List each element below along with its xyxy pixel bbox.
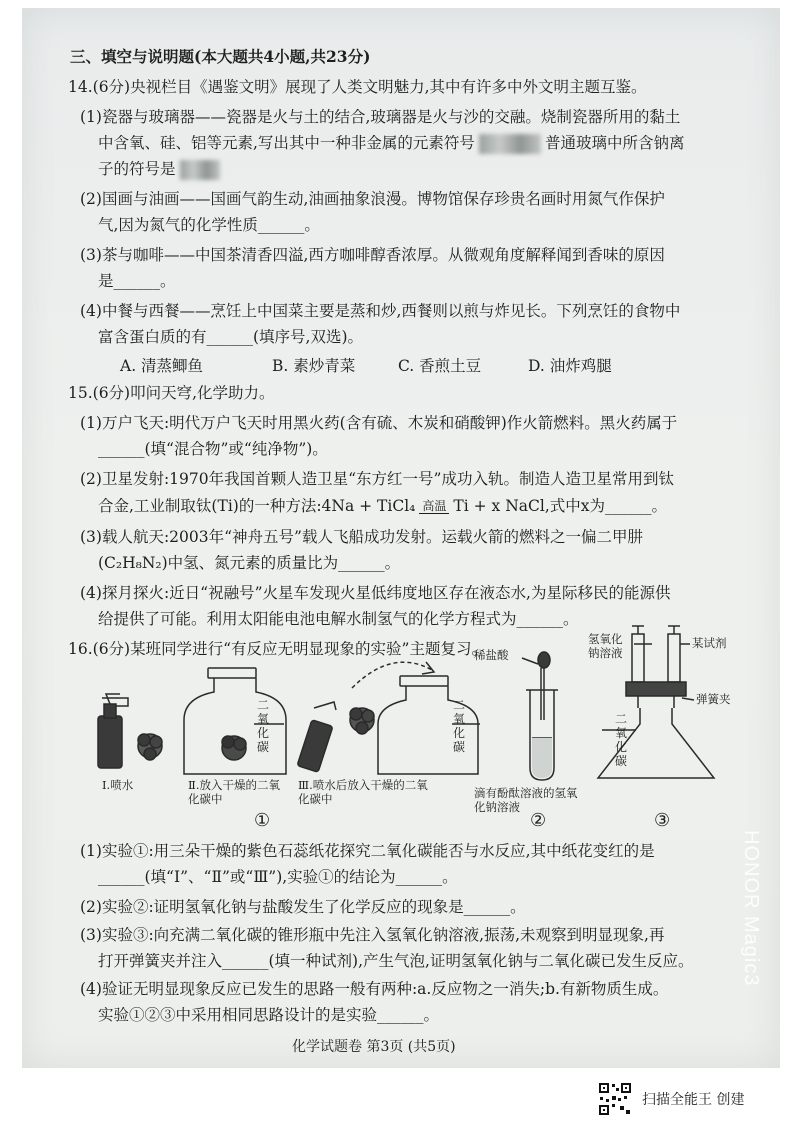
camera-watermark: HONOR Magic3: [740, 830, 762, 987]
qr-code-icon: [598, 1082, 632, 1116]
exam-page: [22, 8, 780, 1068]
q16-part3-line1: (3)实验③:向充满二氧化碳的锥形瓶中先注入氢氧化钠溶液,振荡,未观察到明显现象,再: [80, 926, 665, 944]
q16-stem: 16.(6分)某班同学进行“有反应无明显现象的实验”主题复习。: [68, 640, 487, 658]
scanner-credit-text: 扫描全能王 创建: [642, 1092, 745, 1108]
q14-part2-line1: (2)国画与油画——国画气韵生动,油画抽象浪漫。博物馆保存珍贵名画时用氮气作保护: [80, 190, 665, 208]
q14-stem: 14.(6分)央视栏目《遇鉴文明》展现了人类文明魅力,其中有许多中外文明主题互鉴。: [68, 78, 647, 96]
q14-part1-line1: (1)瓷器与玻璃器——瓷器是火与土的结合,玻璃器是火与沙的交融。烧制瓷器所用的黏土: [80, 108, 681, 126]
q14-part3-line2: 是______。: [98, 272, 176, 290]
q16-part1-line1: (1)实验①:用三朵干燥的紫色石蕊纸花探究二氧化碳能否与水反应,其中纸花变红的是: [80, 842, 655, 860]
q14-part2-line2: 气,因为氮气的化学性质______。: [98, 216, 320, 234]
q15-part4-line2: 给提供了可能。利用太阳能电池电解水制氢气的化学方程式为______。: [98, 610, 579, 628]
hcl-label: 稀盐酸: [474, 648, 509, 662]
syringe-icon: [668, 626, 680, 682]
q14-part1-line2: 中含氧、硅、铝等元素,写出其中一种非金属的元素符号 普通玻璃中所含钠离: [98, 134, 685, 152]
q15-part4-line1: (4)探月探火:近日“祝融号”火星车发现火星低纬度地区存在液态水,为星际移民的能源供: [80, 584, 671, 602]
naoh-label: 氢氧化钠溶液: [588, 632, 623, 660]
q16-part1-line2: ______(填“Ⅰ”、“Ⅱ”或“Ⅲ”),实验①的结论为______。: [98, 868, 458, 886]
section-title: 三、填空与说明题(本大题共4小题,共23分): [70, 47, 371, 66]
q15-part2-line1: (2)卫星发射:1970年我国首颗人造卫星“东方红一号”成功入轨。制造人造卫星常用到钛: [80, 470, 674, 488]
q16-part3-line2: 打开弹簧夹并注入______(填一种试剂),产生气泡,证明氢氧化钠与二氧化碳已发生反应。: [98, 952, 694, 970]
q14-part4-line2: 富含蛋白质的有______(填序号,双选)。: [98, 328, 364, 346]
phenolphthalein-label: 滴有酚酞溶液的氢氧化钠溶液: [474, 786, 578, 814]
q15-part3-line1: (3)载人航天:2003年“神舟五号”载人飞船成功发射。运载火箭的燃料之一偏二甲肼: [80, 528, 643, 546]
spray-bottle-icon: [98, 694, 128, 768]
q14-part3-line1: (3)茶与咖啡——中国茶清香四溢,西方咖啡醇香浓厚。从微观角度解释闻到香味的原因: [80, 246, 665, 264]
experiment-number-3: ③: [654, 810, 671, 831]
fig-label-i: Ⅰ.喷水: [102, 778, 134, 792]
co2-label: 二氧化碳: [256, 698, 269, 754]
experiment-number-2: ②: [530, 810, 547, 831]
spray-bottle-icon: [297, 702, 336, 772]
q14-part1-line3: 子的符号是: [98, 160, 224, 180]
scanner-credit: [598, 1082, 744, 1116]
q14-option-d: D. 油炸鸡腿: [528, 357, 612, 375]
gas-jar-icon: [184, 668, 286, 774]
fig-label-ii: Ⅱ.放入干燥的二氧化碳中: [188, 778, 280, 806]
q15-part1-line1: (1)万户飞天:明代万户飞天时用黑火药(含有硫、木炭和硝酸钾)作火箭燃料。黑火药属于: [80, 414, 678, 432]
q15-part1-line2: ______(填“混合物”或“纯净物”)。: [98, 440, 328, 458]
co2-label: 二氧化碳: [614, 712, 627, 768]
q16-part2: (2)实验②:证明氢氧化钠与盐酸发生了化学反应的现象是______。: [80, 898, 526, 916]
q14-option-b: B. 素炒青菜: [272, 357, 356, 375]
q16-part4-line2: 实验①②③中采用相同思路设计的是实验______。: [98, 1006, 440, 1024]
clamp-label: 弹簧夹: [696, 692, 731, 706]
q16-part4-line1: (4)验证无明显现象反应已发生的思路一般有两种:a.反应物之一消失;b.有新物质生成。: [80, 980, 669, 998]
reaction-condition: 高温: [419, 500, 449, 514]
q15-part3-line2: (C₂H₈N₂)中氢、氮元素的质量比为______。: [98, 554, 401, 572]
reagent-label: 某试剂: [692, 636, 727, 650]
q14-part4-line1: (4)中餐与西餐——烹饪上中国菜主要是蒸和炒,西餐则以煎与炸见长。下列烹饪的食物中: [80, 302, 681, 320]
paper-flower-icon: [138, 734, 162, 760]
co2-label: 二氧化碳: [452, 698, 465, 754]
experiment-number-1: ①: [254, 810, 271, 831]
q15-part2-line2: 合金,工业制取钛(Ti)的一种方法:4Na + TiCl₄ 高温 Ti + x NaCl,式中x为______。: [98, 497, 667, 515]
q15-stem: 15.(6分)叩问天穹,化学助力。: [68, 384, 275, 402]
fig-label-iii: Ⅲ.喷水后放入干燥的二氧化碳中: [298, 778, 428, 806]
page-footer: 化学试题卷 第3页 (共5页): [292, 1039, 456, 1055]
q14-option-a: A. 清蒸鲫鱼: [120, 357, 204, 375]
syringe-icon: [632, 626, 644, 682]
q14-option-c: C. 香煎土豆: [398, 357, 482, 375]
curved-arrow-icon: [352, 662, 432, 688]
test-tube-icon: [526, 690, 558, 780]
dropper-icon: [538, 652, 550, 720]
clamp-pointer: [682, 698, 694, 700]
paper-flower-icon: [350, 708, 374, 734]
